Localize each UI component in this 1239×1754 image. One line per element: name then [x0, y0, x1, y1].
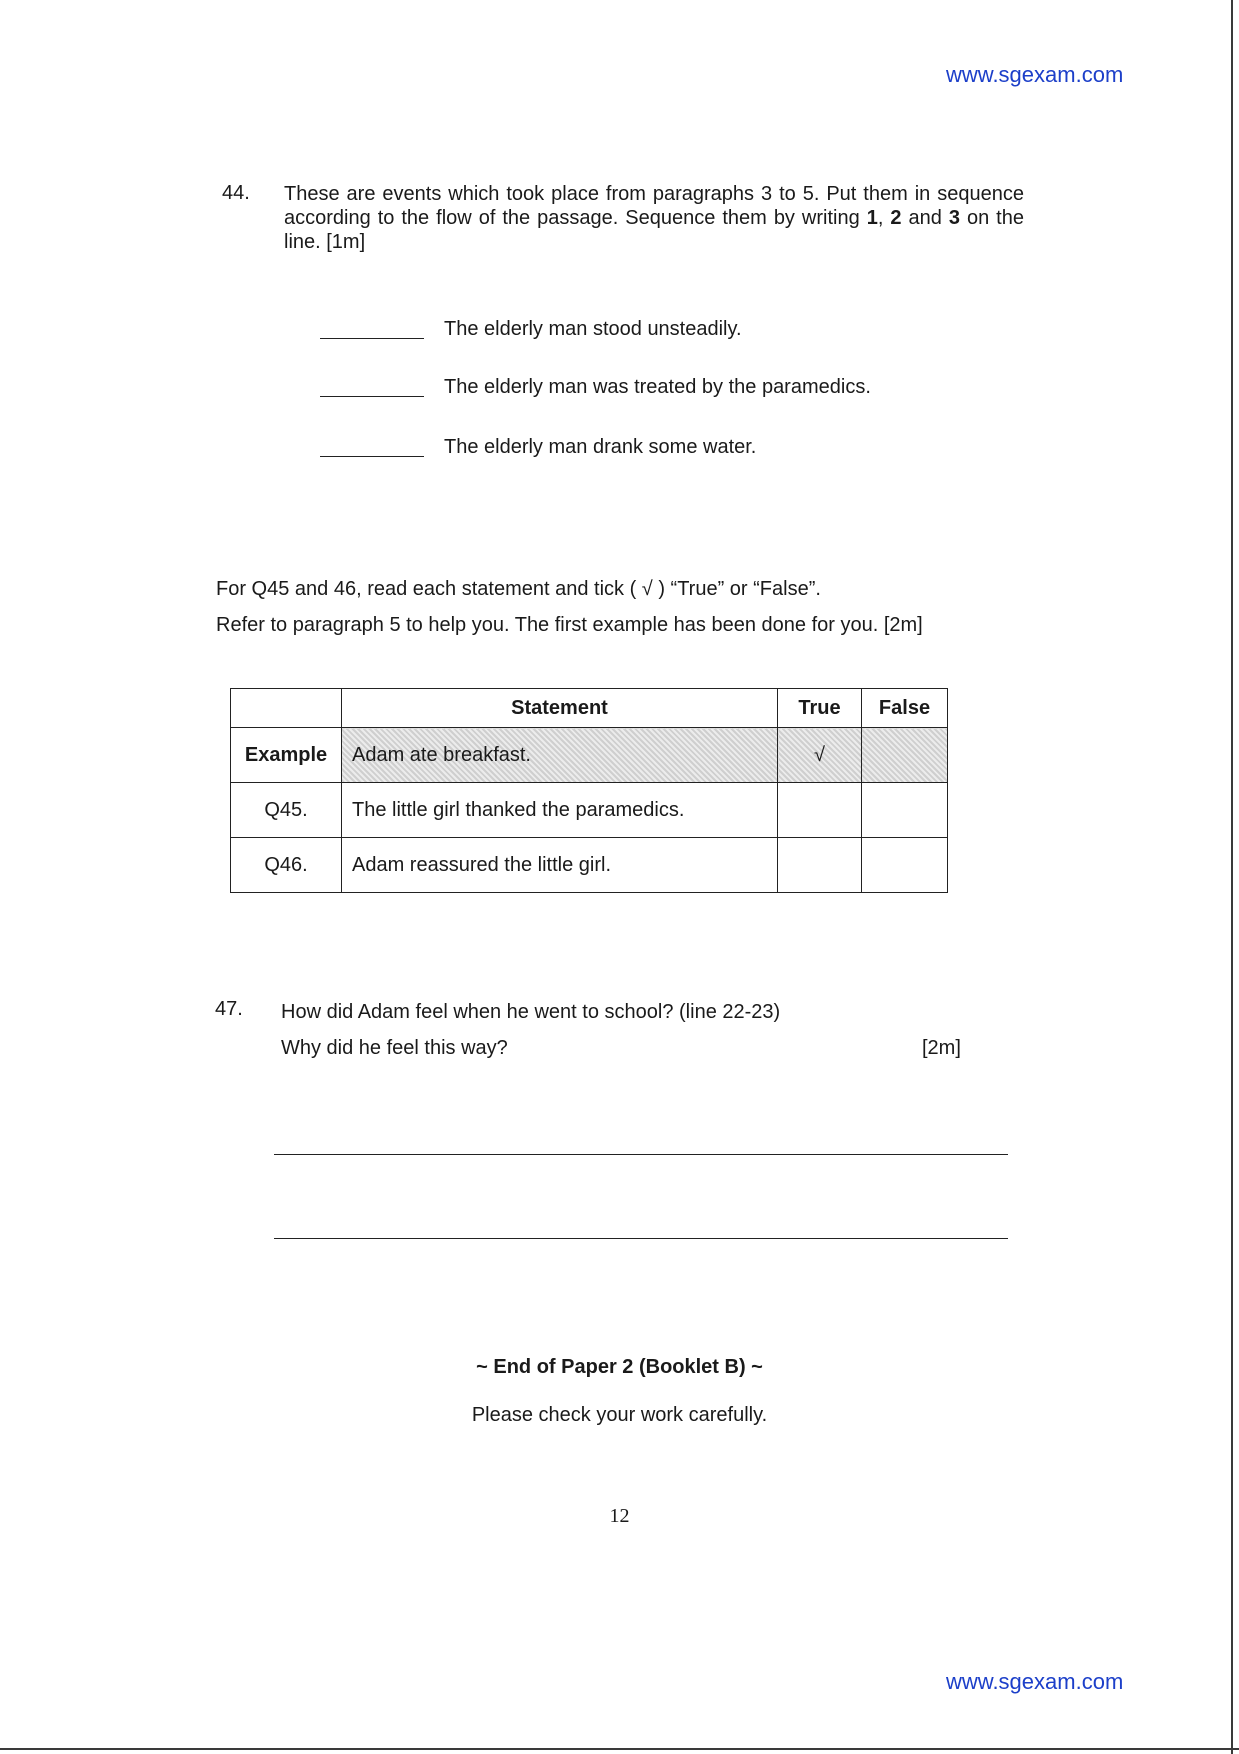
- sequence-answer-blank[interactable]: [320, 396, 424, 397]
- page-number: 12: [609, 1505, 630, 1527]
- row-label: Q46.: [231, 838, 342, 893]
- sequence-event-text: The elderly man was treated by the paramedics.: [444, 376, 871, 398]
- table-row: [231, 783, 948, 838]
- instructions-line-1: For Q45 and 46, read each statement and tick ( √ ) “True” or “False”.: [216, 578, 821, 600]
- row-label: Example: [231, 728, 342, 783]
- header-true: True: [778, 689, 862, 728]
- table-row: [231, 838, 948, 893]
- site-link-bottom[interactable]: www.sgexam.com: [946, 1669, 1124, 1694]
- site-link-top[interactable]: www.sgexam.com: [946, 62, 1124, 87]
- q47-line-1: How did Adam feel when he went to school? (line 22-23): [281, 1001, 781, 1023]
- q47-line-2: Why did he feel this way?: [281, 1037, 508, 1059]
- false-tick-cell: [862, 728, 948, 783]
- sequence-answer-blank[interactable]: [320, 338, 424, 339]
- sequence-event-text: The elderly man stood unsteadily.: [444, 318, 742, 340]
- instructions-line-2: Refer to paragraph 5 to help you. The first example has been done for you. [2m]: [216, 614, 923, 636]
- header-false: False: [862, 689, 948, 728]
- true-false-table: [230, 688, 948, 893]
- table-row: [231, 728, 948, 783]
- q47-number: 47.: [215, 998, 243, 1020]
- answer-line[interactable]: [274, 1238, 1008, 1239]
- true-tick-cell[interactable]: [778, 838, 862, 893]
- row-statement: Adam reassured the little girl.: [342, 838, 778, 893]
- false-tick-cell[interactable]: [862, 783, 948, 838]
- page-edge-right: [1231, 0, 1233, 1754]
- check-work-note: Please check your work carefully.: [471, 1404, 768, 1426]
- row-label: Q45.: [231, 783, 342, 838]
- q47-marks: [2m]: [922, 1037, 961, 1059]
- answer-line[interactable]: [274, 1154, 1008, 1155]
- q44-number: 44.: [222, 182, 250, 204]
- page-edge-bottom: [0, 1748, 1239, 1750]
- end-of-paper: ~ End of Paper 2 (Booklet B) ~: [476, 1356, 763, 1378]
- true-tick-cell[interactable]: [778, 783, 862, 838]
- header-statement: Statement: [342, 689, 778, 728]
- true-tick-cell: √: [778, 728, 862, 783]
- sequence-event-text: The elderly man drank some water.: [444, 436, 757, 458]
- q44-text: These are events which took place from paragraphs 3 to 5. Put them in sequence according to the flow of the passage. Sequence them by writing 1, 2 and 3 on the line. [1m]: [284, 183, 1024, 253]
- false-tick-cell[interactable]: [862, 838, 948, 893]
- table-header-row: [231, 689, 948, 728]
- row-statement: Adam ate breakfast.: [342, 728, 778, 783]
- header-label-cell: [231, 689, 342, 728]
- row-statement: The little girl thanked the paramedics.: [342, 783, 778, 838]
- sequence-answer-blank[interactable]: [320, 456, 424, 457]
